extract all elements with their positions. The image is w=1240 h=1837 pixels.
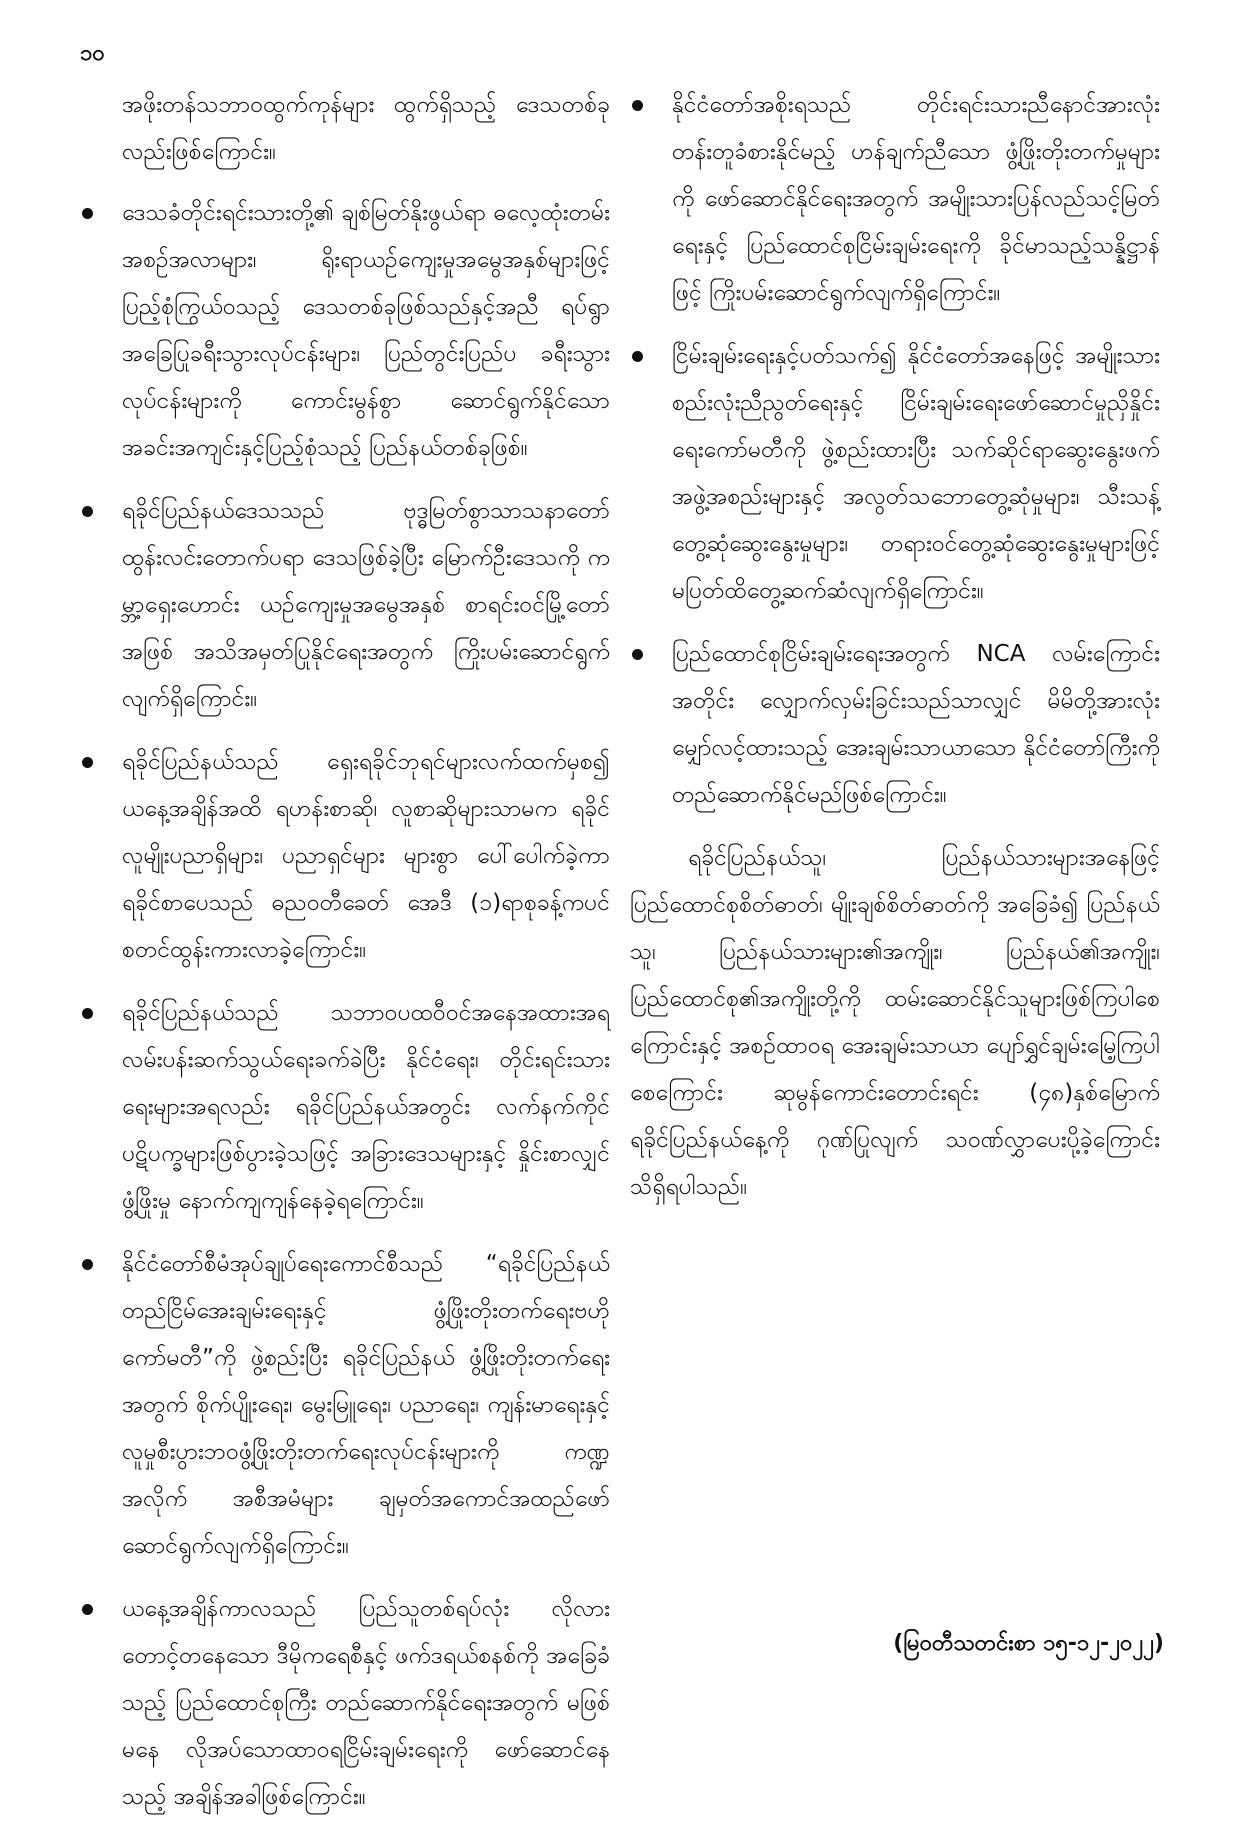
page-number: ၁၀ [80,41,105,66]
bullet-item [630,631,1160,819]
bullet-dot-icon [632,100,643,111]
bullet-text: ဒေသခံတိုင်းရင်းသားတို့၏ ချစ်မြတ်နိုးဖွယ်ရာ ဓလေ့ထုံးတမ်းအစဉ်အလာများ၊ ရိုးရာယဉ်ကျေးမှုအမွေအနှစ်များဖြင့် ပြည့်စုံကြွယ်ဝသည့် ဒေသတစ်ခုဖြစ်သည်နှင့်အညီ ရပ်ရွာအခြေပြုခရီးသွားလုပ်ငန်းများ၊ ပြည်တွင်းပြည်ပ ခရီးသွားလုပ်ငန်းများကို ကောင်းမွန်စွာ ဆောင်ရွက်နိုင်သောအခင်းအကျင်းနှင့်ပြည့်စုံသည့် ပြည်နယ်တစ်ခုဖြစ်။ [122,200,610,461]
bullet-text: နိုင်ငံတော်စီမံအုပ်ချုပ်ရေးကောင်စီသည် “ရခိုင်ပြည်နယ်တည်ငြိမ်အေးချမ်းရေးနှင့် ဖွံ့ဖြိုးတိုးတက်ရေးဗဟိုကော်မတီ”ကို ဖွဲ့စည်းပြီး ရခိုင်ပြည်နယ် ဖွံ့ဖြိုးတိုးတက်ရေးအတွက် စိုက်ပျိုးရေး၊ မွေးမြူရေး၊ ပညာရေး၊ ကျန်းမာရေးနှင့် လူမှုစီးပွားဘဝဖွံ့ဖြိုးတိုးတက်ရေးလုပ်ငန်းများကို ကဏ္ဍအလိုက် အစီအမံများ ချမှတ်အကောင်အထည်ဖော်ဆောင်ရွက်လျက်ရှိကြောင်း။ [122,1251,610,1559]
left-column [80,82,610,1837]
bullet-item [80,739,610,974]
source-citation: (မြဝတီသတင်းစာ ၁၅-၁၂-၂၀၂၂) [893,1631,1164,1656]
bullet-item [80,190,610,472]
bullet-dot-icon [632,351,643,362]
bullet-item [80,1586,610,1821]
bullet-dot-icon [82,1604,93,1615]
bullet-text: ရခိုင်ပြည်နယ်သည် သဘာဝပထဝီဝင်အနေအထားအရ လမ်းပန်းဆက်သွယ်ရေးခက်ခဲပြီး နိုင်ငံရေး၊ တိုင်းရင်းသားရေးများအရလည်း ရခိုင်ပြည်နယ်အတွင်း လက်နက်ကိုင်ပဋိပက္ခများဖြစ်ပွားခဲ့သဖြင့် အခြားဒေသများနှင့် နှိုင်းစာလျှင် ဖွံ့ဖြိုးမှု နောက်ကျကျန်နေခဲ့ရကြောင်း။ [122,1000,610,1214]
bullet-dot-icon [82,506,93,517]
bullet-dot-icon [82,1008,93,1019]
bullet-dot-icon [82,757,93,768]
bullet-text: ရခိုင်ပြည်နယ်ဒေသသည် ဗုဒ္ဓမြတ်စွာသာသနာတော် ထွန်းလင်းတောက်ပရာ ဒေသဖြစ်ခဲ့ပြီး မြောက်ဦးဒေသကို ကမ္ဘာ့ရှေးဟောင်း ယဉ်ကျေးမှုအမွေအနှစ် စာရင်းဝင်မြို့တော်အဖြစ် အသိအမှတ်ပြုနိုင်ရေးအတွက် ကြိုးပမ်းဆောင်ရွက်လျက်ရှိကြောင်း။ [122,498,610,712]
bullet-item [80,488,610,723]
bullet-text: ငြိမ်းချမ်းရေးနှင့်ပတ်သက်၍ နိုင်ငံတော်အနေဖြင့် အမျိုးသားစည်းလုံးညီညွတ်ရေးနှင့် ငြိမ်းချမ်းရေးဖော်ဆောင်မှုညှိနှိုင်းရေးကော်မတီကို ဖွဲ့စည်းထားပြီး သက်ဆိုင်ရာဆွေးနွေးဖက် အဖွဲ့အစည်းများနှင့် အလွတ်သဘောတွေ့ဆုံမှုများ၊ သီးသန့်တွေ့ဆုံဆွေးနွေးမှုများ၊ တရားဝင်တွေ့ဆုံဆွေးနွေးမှုများဖြင့် မပြတ်ထိတွေ့ဆက်ဆံလျက်ရှိကြောင်း။ [672,343,1160,604]
bullet-dot-icon [632,649,643,660]
right-column [630,82,1160,1225]
bullet-item [80,990,610,1225]
bullet-text: ပြည်ထောင်စုငြိမ်းချမ်းရေးအတွက် NCA လမ်းကြောင်းအတိုင်း လျှောက်လှမ်းခြင်းသည်သာလျှင် မိမိတို့အားလုံး မျှော်လင့်ထားသည့် အေးချမ်းသာယာသော နိုင်ငံတော်ကြီးကို တည်ဆောက်နိုင်မည်ဖြစ်ကြောင်း။ [672,641,1160,808]
bullet-text: ရခိုင်ပြည်နယ်သည် ရှေးရခိုင်ဘုရင်များလက်ထက်မှစ၍ ယနေ့အချိန်အထိ ရဟန်းစာဆို၊ လူစာဆိုများသာမက ရခိုင်လူမျိုးပညာရှိများ၊ ပညာရှင်များ များစွာ ပေါ်ပေါက်ခဲ့ကာ ရခိုင်စာပေသည် ဓညဝတီခေတ် အေဒီ (၁)ရာစုခန့်ကပင် စတင်ထွန်းကားလာခဲ့ကြောင်း။ [122,749,610,963]
bullet-item [630,333,1160,615]
continuation-paragraph: အဖိုးတန်သဘာဝထွက်ကုန်များ ထွက်ရှိသည့် ဒေသတစ်ခုလည်းဖြစ်ကြောင်း။ [122,92,610,165]
bullet-item [80,1241,610,1570]
bullet-text: နိုင်ငံတော်အစိုးရသည် တိုင်းရင်းသားညီနောင်အားလုံး တန်းတူခံစားနိုင်မည့် ဟန်ချက်ညီသော ဖွံ့ဖြိုးတိုးတက်မှုများကို ဖော်ဆောင်နိုင်ရေးအတွက် အမျိုးသားပြန်လည်သင့်မြတ်ရေးနှင့် ပြည်ထောင်စုငြိမ်းချမ်းရေးကို ခိုင်မာသည့်သန္နိဋ္ဌာန်ဖြင့် ကြိုးပမ်းဆောင်ရွက်လျက်ရှိကြောင်း။ [672,92,1160,306]
closing-paragraph: ရခိုင်ပြည်နယ်သူ၊ ပြည်နယ်သားများအနေဖြင့် ပြည်ထောင်စုစိတ်ဓာတ်၊ မျိုးချစ်စိတ်ဓာတ်ကို အခြေခံ၍ ပြည်နယ်သူ၊ ပြည်နယ်သားများ၏အကျိုး၊ ပြည်နယ်၏အကျိုး၊ ပြည်ထောင်စု၏အကျိုးတို့ကို ထမ်းဆောင်နိုင်သူများဖြစ်ကြပါစေကြောင်းနှင့် အစဉ်ထာဝရ အေးချမ်းသာယာ ပျော်ရွှင်ချမ်းမြေ့ကြပါစေကြောင်း ဆုမွန်ကောင်းတောင်းရင်း (၄၈)နှစ်မြောက် ရခိုင်ပြည်နယ်နေ့ကို ဂုဏ်ပြုလျက် သဝဏ်လွှာပေးပို့ခဲ့ကြောင်း သိရှိရပါသည်။ [630,845,1160,1200]
bullet-item [630,82,1160,317]
bullet-dot-icon [82,208,93,219]
bullet-text: ယနေ့အချိန်ကာလသည် ပြည်သူတစ်ရပ်လုံး လိုလားတောင့်တနေသော ဒီမိုကရေစီနှင့် ဖက်ဒရယ်စနစ်ကို အခြေခံသည့် ပြည်ထောင်စုကြီး တည်ဆောက်နိုင်ရေးအတွက် မဖြစ်မနေ လိုအပ်သောထာဝရငြိမ်းချမ်းရေးကို ဖော်ဆောင်နေသည့် အချိန်အခါဖြစ်ကြောင်း။ [122,1596,610,1810]
bullet-dot-icon [82,1259,93,1270]
